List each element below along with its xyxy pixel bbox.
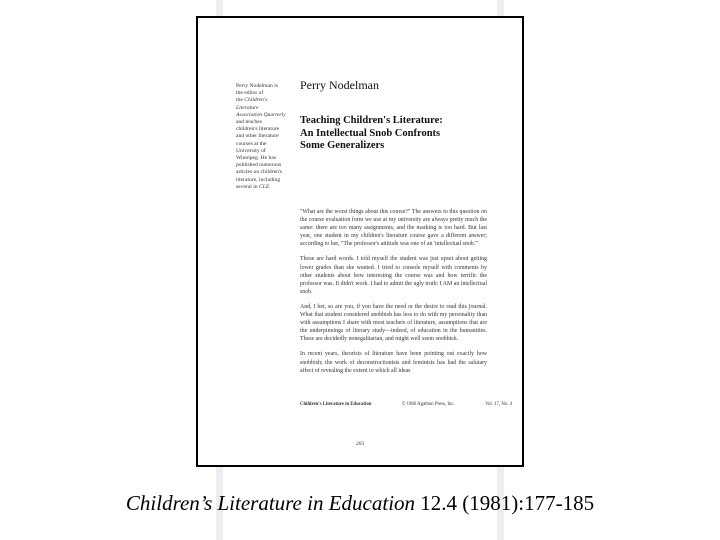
footer-journal: Children's Literature in Education xyxy=(300,402,372,407)
bio-line: Perry Nodelman is xyxy=(236,83,278,89)
bio-line: children's literature xyxy=(236,126,280,133)
bio-line: literature, including xyxy=(236,176,281,183)
title-line: An Intellectual Snob Confronts xyxy=(300,127,441,139)
bio-line: Winnipeg. He has xyxy=(236,155,277,162)
bio-line xyxy=(236,184,296,191)
body-paragraph: In recent years, theorists of literature have been pointing out exactly how snobbish; the work of deconstructionists and feminists has had the salutary affect of revealing the extent to which all ideas xyxy=(300,351,487,374)
citation-journal: Children’s Literature in Education xyxy=(125,491,416,515)
bio-line xyxy=(236,97,296,104)
body-paragraph: And, I bet, so are you, if you have the need or the desire to read this journal. What that student considered snobbish has less to do with my personality than with assumptions I share with most teachers of literature, assumptions that are the underpinnings of literary study—indeed, of education in the humanities. These are decidedly nonegalitarian, and might well seem snobbish. xyxy=(300,303,487,343)
bio-line: published numerous xyxy=(236,162,282,169)
bio-text: the xyxy=(236,97,243,104)
bio-line: articles on children's xyxy=(236,169,283,176)
footer-volume: Vol. 17, No. 4 xyxy=(485,402,512,407)
bio-line: the editor of xyxy=(236,90,264,97)
page-footer xyxy=(300,402,512,407)
bio-line: Association Quarterly xyxy=(236,111,286,118)
bio-italic-text: Children's xyxy=(244,97,268,104)
page-number: 203 xyxy=(355,441,365,447)
author-bio-sidebar xyxy=(236,83,296,191)
article-title xyxy=(300,115,510,153)
bio-line: Literature xyxy=(236,104,259,111)
article-page-image xyxy=(196,16,524,467)
bio-text: several in xyxy=(236,183,258,190)
citation-caption xyxy=(0,491,720,516)
body-paragraph: Those are hard words. I told myself the student was just upset about getting lower grades than she wanted. I tried to console myself with comments by other students about how interesting the course was and how terrific the professor was. It didn't work. I had to admit the ugly truth: I AM an intellectual snob. xyxy=(300,256,487,295)
title-line: Some Generalizers xyxy=(300,140,385,151)
footer-publisher: © 1986 Agathon Press, Inc. xyxy=(401,402,455,407)
bio-line: and other literature xyxy=(236,133,279,140)
bio-line: courses at the xyxy=(236,140,267,147)
article-body xyxy=(300,208,487,382)
title-line: Teaching Children's Literature: xyxy=(300,115,443,126)
bio-italic-text: CLE. xyxy=(259,183,271,190)
citation-details: 12.4 (1981):177-185 xyxy=(415,491,595,515)
bio-line: and teaches xyxy=(236,119,262,126)
author-name: Perry Nodelman xyxy=(300,78,379,92)
bio-line: University of xyxy=(236,147,266,154)
body-paragraph: "What are the worst things about this course?" The answers to this question on the course evaluation form we use at my university are always pretty much the same: there are too many assignments, and the marking is too hard. But last year, one student in my children's literature course gave a different answer; according to her, "The professor's attitude was one of an 'intellectual snob.'" xyxy=(300,209,487,248)
